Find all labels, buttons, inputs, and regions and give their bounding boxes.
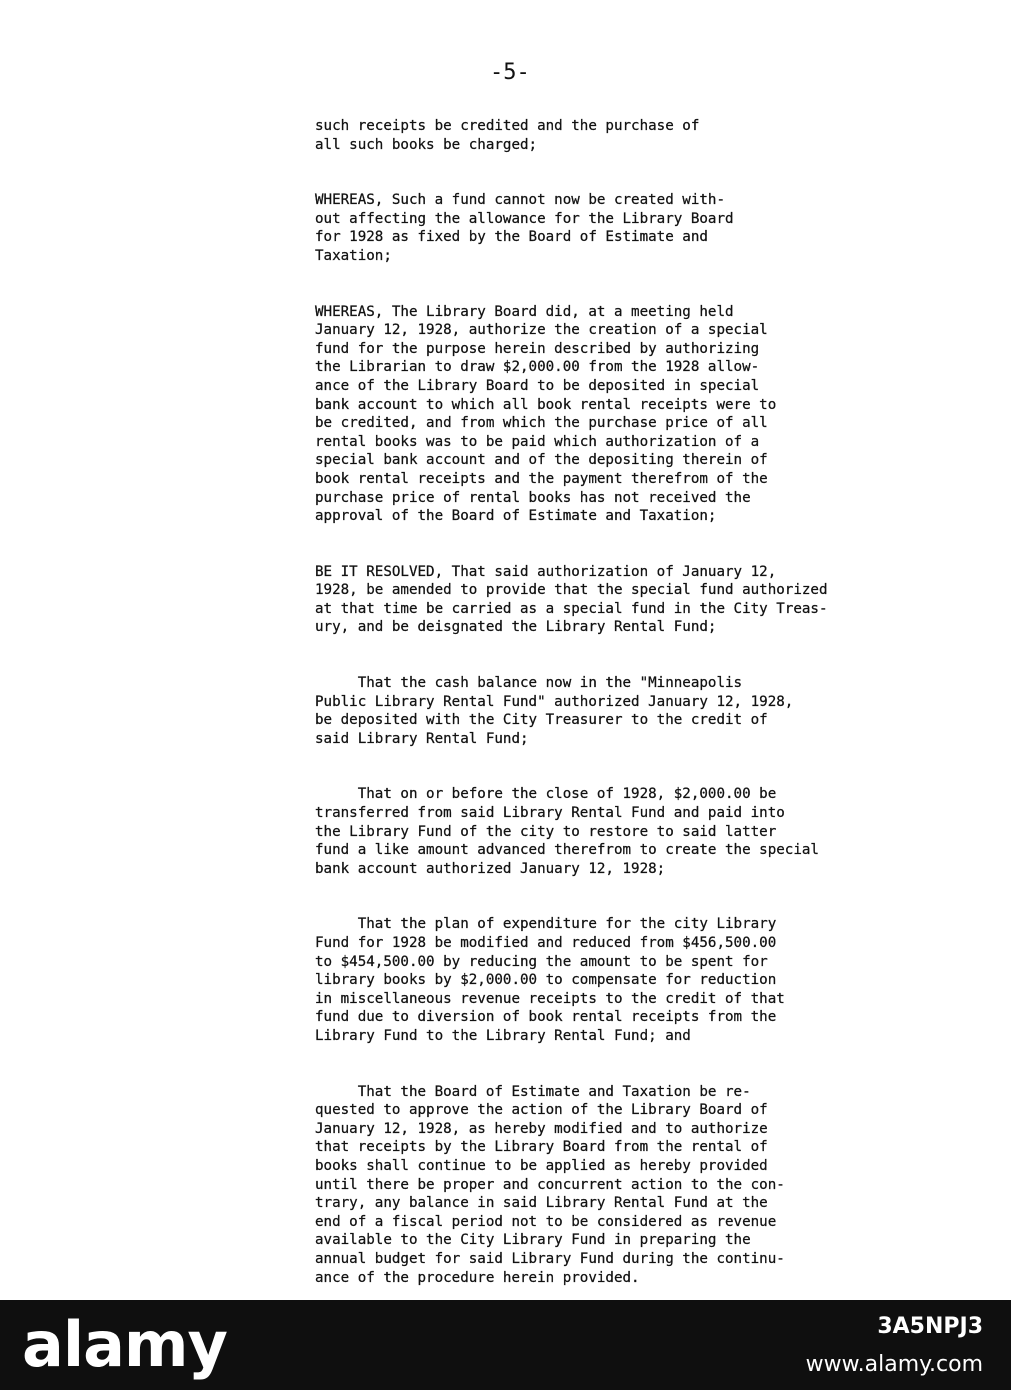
page-number: -5- xyxy=(490,60,530,85)
text-line: Library Fund to the Library Rental Fund; and xyxy=(315,1027,691,1044)
para-plan-of-expenditure xyxy=(315,915,915,1045)
text-line: end of a fiscal period not to be considered as revenue xyxy=(315,1213,777,1230)
text-line: Fund for 1928 be modified and reduced from $456,500.00 xyxy=(315,935,777,951)
para-whereas-fund xyxy=(315,191,915,265)
text-line: bank account authorized January 12, 1928; xyxy=(315,860,666,877)
para-cash-balance xyxy=(315,674,915,748)
text-line: the Librarian to draw $2,000.00 from the 1928 allow- xyxy=(315,359,760,376)
text-line: That on or before the close of 1928, $2,000.00 be xyxy=(315,786,777,803)
text-line: in miscellaneous revenue receipts to the credit of that xyxy=(315,990,785,1007)
text-line: January 12, 1928, authorize the creation of a special xyxy=(315,322,768,339)
text-line: out affecting the allowance for the Library Board xyxy=(315,210,734,227)
alamy-logo: alamy xyxy=(22,1308,227,1381)
text-line: be deposited with the City Treasurer to the credit of xyxy=(315,712,768,729)
text-line: WHEREAS, Such a fund cannot now be created with- xyxy=(315,192,725,209)
text-line: That the plan of expenditure for the city Library xyxy=(315,916,777,933)
text-line: until there be proper and concurrent action to the con- xyxy=(315,1176,785,1193)
para-board-of-estimate xyxy=(315,1083,915,1288)
para-close-of-1928 xyxy=(315,785,915,878)
text-line: purchase price of rental books has not received the xyxy=(315,489,751,506)
text-line: trary, any balance in said Library Rental Fund at the xyxy=(315,1195,768,1212)
para-be-it-resolved xyxy=(315,563,915,637)
text-line: available to the City Library Fund in preparing the xyxy=(315,1232,751,1249)
text-line: at that time be carried as a special fund in the City Treas- xyxy=(315,600,828,617)
text-line: fund due to diversion of book rental receipts from the xyxy=(315,1009,777,1026)
text-line: Public Library Rental Fund" authorized January 12, 1928, xyxy=(315,693,794,710)
text-line: be credited, and from which the purchase price of all xyxy=(315,415,768,432)
text-line: to $454,500.00 by reducing the amount to be spent for xyxy=(315,953,768,970)
para-receipts xyxy=(315,117,915,154)
text-line: That the Board of Estimate and Taxation be re- xyxy=(315,1083,751,1100)
text-line: special bank account and of the depositing therein of xyxy=(315,452,768,469)
text-line: that receipts by the Library Board from the rental of xyxy=(315,1139,768,1156)
text-line: bank account to which all book rental receipts were to xyxy=(315,396,777,413)
text-line: said Library Rental Fund; xyxy=(315,730,529,747)
text-line: such receipts be credited and the purchase of xyxy=(315,118,700,134)
image-id: 3A5NPJ3 xyxy=(877,1314,983,1339)
text-line: rental books was to be paid which authorization of a xyxy=(315,433,760,450)
text-line: Taxation; xyxy=(315,247,392,264)
text-line: book rental receipts and the payment therefrom of the xyxy=(315,470,768,487)
text-line: library books by $2,000.00 to compensate for reduction xyxy=(315,972,777,989)
footer-url: www.alamy.com xyxy=(805,1352,983,1377)
text-line: That the cash balance now in the "Minneapolis xyxy=(315,675,743,692)
text-line: all such books be charged; xyxy=(315,136,538,153)
text-line: BE IT RESOLVED, That said authorization of January 12, xyxy=(315,563,777,580)
watermark-footer xyxy=(0,1300,1011,1390)
text-line: fund for the purpose herein described by authorizing xyxy=(315,340,760,357)
para-whereas-library-board xyxy=(315,303,915,526)
text-line: annual budget for said Library Fund during the continu- xyxy=(315,1250,785,1267)
text-line: 1928, be amended to provide that the special fund authorized xyxy=(315,582,828,599)
text-line: for 1928 as fixed by the Board of Estimate and xyxy=(315,229,708,246)
text-line: January 12, 1928, as hereby modified and to authorize xyxy=(315,1120,768,1137)
text-line: approval of the Board of Estimate and Taxation; xyxy=(315,508,717,525)
document-body xyxy=(315,117,915,1287)
text-line: quested to approve the action of the Library Board of xyxy=(315,1102,768,1119)
text-line: ury, and be deisgnated the Library Rental Fund; xyxy=(315,619,717,636)
text-line: ance of the Library Board to be deposited in special xyxy=(315,377,760,394)
text-line: books shall continue to be applied as hereby provided xyxy=(315,1157,768,1174)
text-line: transferred from said Library Rental Fund and paid into xyxy=(315,805,785,822)
text-line: the Library Fund of the city to restore to said latter xyxy=(315,823,777,840)
text-line: WHEREAS, The Library Board did, at a meeting held xyxy=(315,303,734,320)
text-line: ance of the procedure herein provided. xyxy=(315,1269,640,1286)
text-line: fund a like amount advanced therefrom to create the special xyxy=(315,842,819,859)
